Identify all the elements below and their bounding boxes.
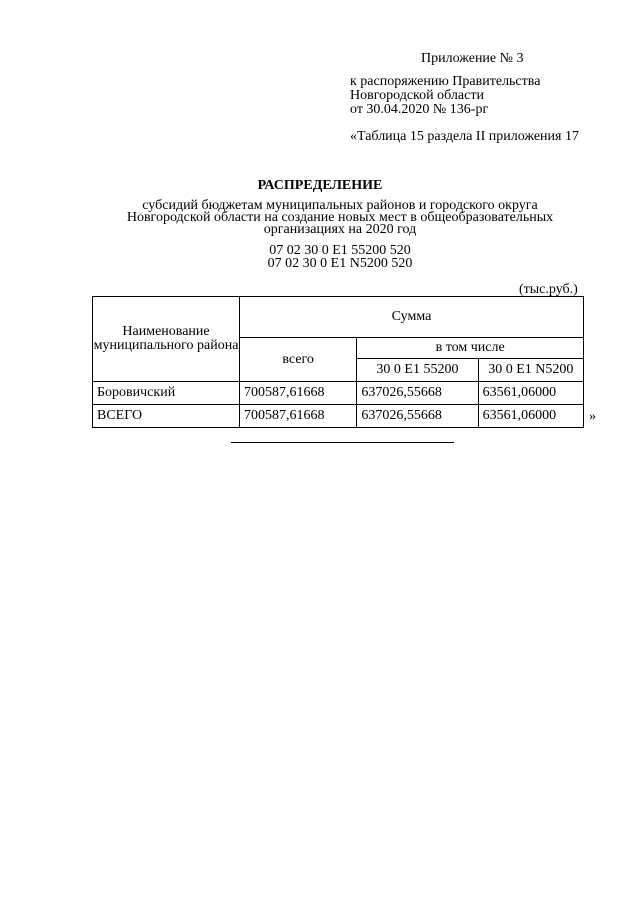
unit-label: (тыс.руб.) xyxy=(519,282,578,297)
document-heading: РАСПРЕДЕЛЕНИЕ xyxy=(257,178,383,193)
distribution-table xyxy=(92,296,584,428)
separator-line xyxy=(231,442,454,443)
header-including: в том числе xyxy=(357,338,584,359)
cell-total: 700587,61668 xyxy=(240,382,357,405)
cell-name: Боровичский xyxy=(93,382,240,405)
cell-name: ВСЕГО xyxy=(93,405,240,428)
budget-code: 07 02 30 0 E1 55200 520 xyxy=(269,243,411,258)
appendix-date-number: от 30.04.2020 № 136-рг xyxy=(350,102,489,117)
header-code-n5200: 30 0 E1 N5200 xyxy=(478,359,583,382)
header-name: Наименование муниципального района xyxy=(93,297,240,382)
appendix-reference-line: Новгородской области xyxy=(350,88,484,103)
appendix-title: Приложение № 3 xyxy=(421,51,524,66)
table-reference: «Таблица 15 раздела II приложения 17 xyxy=(350,129,579,144)
cell-col2: 63561,06000 xyxy=(478,405,583,428)
cell-col1: 637026,55668 xyxy=(357,382,478,405)
header-code-55200: 30 0 E1 55200 xyxy=(357,359,478,382)
closing-quote: » xyxy=(589,409,596,424)
budget-code: 07 02 30 0 E1 N5200 520 xyxy=(267,256,413,271)
table-row xyxy=(93,382,584,405)
header-sum: Сумма xyxy=(240,297,584,338)
subtitle-line: Новгородской области на создание новых мест в общеобразовательных xyxy=(126,210,554,225)
cell-total: 700587,61668 xyxy=(240,405,357,428)
appendix-reference-line: к распоряжению Правительства xyxy=(350,74,541,89)
table-row xyxy=(93,405,584,428)
cell-col2: 63561,06000 xyxy=(478,382,583,405)
subtitle-line: организациях на 2020 год xyxy=(263,222,417,237)
cell-col1: 637026,55668 xyxy=(357,405,478,428)
header-total: всего xyxy=(240,338,357,382)
subtitle-line: субсидий бюджетам муниципальных районов и городского округа xyxy=(142,198,538,213)
